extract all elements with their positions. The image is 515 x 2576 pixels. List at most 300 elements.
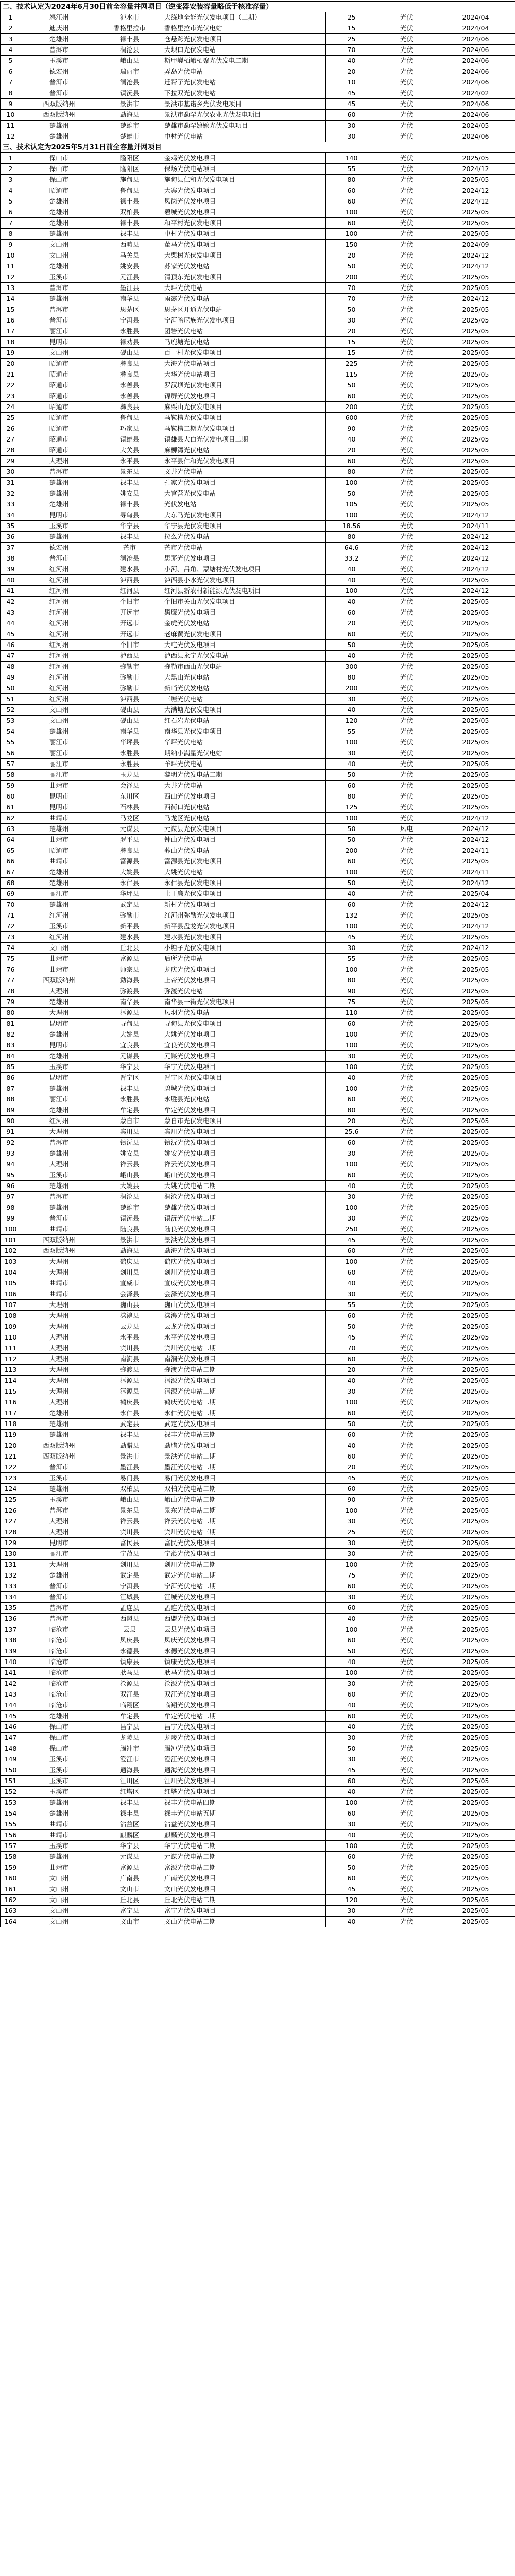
- city-cell: 大理州: [21, 1560, 97, 1570]
- project-name-cell: 大练地全能光伏发电项目（二期）: [162, 12, 326, 23]
- table-row: [1, 1743, 515, 1754]
- city-cell: 楚雄州: [21, 997, 97, 1008]
- city-cell: 楚雄州: [21, 261, 97, 272]
- table-row: [1, 1083, 515, 1094]
- date-cell: 2024/12: [436, 564, 515, 575]
- city-cell: 普洱市: [21, 45, 97, 56]
- capacity-cell: 18.56: [326, 521, 377, 532]
- city-cell: 保山市: [21, 153, 97, 164]
- table-row: [1, 34, 515, 45]
- row-number: 145: [1, 1711, 21, 1722]
- date-cell: 2025/05: [436, 1202, 515, 1213]
- date-cell: 2025/05: [436, 1213, 515, 1224]
- project-name-cell: 雨露光伏发电站: [162, 294, 326, 304]
- city-cell: 保山市: [21, 1733, 97, 1743]
- city-cell: 大理州: [21, 1257, 97, 1267]
- city-cell: 红河州: [21, 640, 97, 651]
- city-cell: 大理州: [21, 1311, 97, 1321]
- type-cell: 光伏: [377, 110, 436, 121]
- type-cell: 光伏: [377, 1116, 436, 1127]
- city-cell: 临沧市: [21, 1700, 97, 1711]
- project-name-cell: 会泽光伏发电项目: [162, 1289, 326, 1300]
- county-cell: 洱源县: [97, 1008, 162, 1019]
- capacity-cell: 30: [326, 1516, 377, 1527]
- county-cell: 勐海县: [97, 1246, 162, 1257]
- date-cell: 2025/05: [436, 1181, 515, 1192]
- table-row: [1, 1808, 515, 1819]
- table-row: [1, 770, 515, 781]
- project-name-cell: 西盟光伏发电项目: [162, 1614, 326, 1624]
- date-cell: 2025/05: [436, 1094, 515, 1105]
- capacity-cell: 300: [326, 662, 377, 672]
- capacity-cell: 60: [326, 1408, 377, 1419]
- city-cell: 怒江州: [21, 12, 97, 23]
- table-row: [1, 1549, 515, 1560]
- date-cell: 2025/05: [436, 1570, 515, 1581]
- table-row: [1, 1700, 515, 1711]
- project-name-cell: 寻甸县光伏发电项目: [162, 1019, 326, 1029]
- city-cell: 普洱市: [21, 283, 97, 294]
- city-cell: 楚雄州: [21, 218, 97, 229]
- type-cell: 光伏: [377, 1679, 436, 1689]
- table-row: [1, 1300, 515, 1311]
- county-cell: 禄丰县: [97, 1430, 162, 1440]
- project-name-cell: 祥云光伏电站二期: [162, 1516, 326, 1527]
- row-number: 22: [1, 380, 21, 391]
- city-cell: 玉溪市: [21, 1062, 97, 1073]
- table-row: [1, 878, 515, 889]
- row-number: 147: [1, 1733, 21, 1743]
- project-name-cell: 永仁光伏电站二期: [162, 1408, 326, 1419]
- city-cell: 玉溪市: [21, 1765, 97, 1776]
- county-cell: 景东县: [97, 1505, 162, 1516]
- section-title: 三、技术认定为2025年5月31日前全容量并网项目: [1, 142, 515, 153]
- date-cell: 2025/05: [436, 1040, 515, 1051]
- county-cell: 南涧县: [97, 1354, 162, 1365]
- table-row: [1, 77, 515, 88]
- row-number: 113: [1, 1365, 21, 1376]
- county-cell: 富源县: [97, 1862, 162, 1873]
- date-cell: 2025/05: [436, 1733, 515, 1743]
- project-name-cell: 麻栗山光伏发电项目: [162, 402, 326, 413]
- city-cell: 楚雄州: [21, 1029, 97, 1040]
- project-name-cell: 钟山光伏发电项目: [162, 835, 326, 845]
- capacity-cell: 60: [326, 1689, 377, 1700]
- county-cell: 永胜县: [97, 759, 162, 770]
- date-cell: 2025/05: [436, 1505, 515, 1516]
- table-row: [1, 532, 515, 543]
- city-cell: 文山州: [21, 250, 97, 261]
- date-cell: 2024/12: [436, 835, 515, 845]
- row-number: 81: [1, 1019, 21, 1029]
- project-name-cell: 保场光伏电站项目: [162, 164, 326, 175]
- project-name-cell: 弥渡光伏电站二期: [162, 1365, 326, 1376]
- capacity-cell: 100: [326, 478, 377, 488]
- date-cell: 2024/06: [436, 56, 515, 66]
- row-number: 144: [1, 1700, 21, 1711]
- type-cell: 光伏: [377, 1917, 436, 1927]
- date-cell: 2024/05: [436, 121, 515, 131]
- county-cell: 砚山县: [97, 705, 162, 716]
- county-cell: 景洪市: [97, 1235, 162, 1246]
- city-cell: 红河州: [21, 629, 97, 640]
- date-cell: 2025/05: [436, 326, 515, 337]
- date-cell: 2025/05: [436, 932, 515, 943]
- table-row: [1, 1473, 515, 1484]
- city-cell: 普洱市: [21, 1213, 97, 1224]
- capacity-cell: 20: [326, 1116, 377, 1127]
- table-row: [1, 1192, 515, 1202]
- city-cell: 曲靖市: [21, 1278, 97, 1289]
- city-cell: 丽江市: [21, 759, 97, 770]
- project-name-cell: 南华县一街光伏发电项目: [162, 997, 326, 1008]
- row-number: 122: [1, 1462, 21, 1473]
- county-cell: 元谋县: [97, 1051, 162, 1062]
- city-cell: 红河州: [21, 597, 97, 607]
- row-number: 90: [1, 1116, 21, 1127]
- date-cell: 2025/05: [436, 705, 515, 716]
- project-name-cell: 禄丰光伏电站三期: [162, 1430, 326, 1440]
- capacity-cell: 60: [326, 218, 377, 229]
- capacity-cell: 40: [326, 597, 377, 607]
- type-cell: 光伏: [377, 1505, 436, 1516]
- row-number: 151: [1, 1776, 21, 1787]
- row-number: 30: [1, 467, 21, 478]
- project-name-cell: 景洪市勐罕光伏农业光伏发电项目: [162, 110, 326, 121]
- city-cell: 大理州: [21, 1343, 97, 1354]
- table-row: [1, 1321, 515, 1332]
- date-cell: 2025/05: [436, 618, 515, 629]
- row-number: 139: [1, 1646, 21, 1657]
- date-cell: 2024/12: [436, 813, 515, 824]
- type-cell: 光伏: [377, 1570, 436, 1581]
- project-name-cell: 剑川光伏发电项目: [162, 1267, 326, 1278]
- project-name-cell: 楚雄市勐罕嬷嬷光伏发电项目: [162, 121, 326, 131]
- row-number: 16: [1, 315, 21, 326]
- city-cell: 楚雄州: [21, 34, 97, 45]
- table-row: [1, 1170, 515, 1181]
- project-name-cell: 凤庆光伏发电项目: [162, 1635, 326, 1646]
- county-cell: 勐腊县: [97, 1440, 162, 1451]
- row-number: 48: [1, 662, 21, 672]
- project-name-cell: 景洪光伏电站二期: [162, 1451, 326, 1462]
- city-cell: 保山市: [21, 1722, 97, 1733]
- county-cell: 寻甸县: [97, 510, 162, 521]
- capacity-cell: 30: [326, 1386, 377, 1397]
- county-cell: 弥勒市: [97, 910, 162, 921]
- type-cell: 光伏: [377, 1841, 436, 1852]
- county-cell: 个旧市: [97, 597, 162, 607]
- row-number: 136: [1, 1614, 21, 1624]
- city-cell: 玉溪市: [21, 272, 97, 283]
- date-cell: 2025/05: [436, 315, 515, 326]
- capacity-cell: 115: [326, 369, 377, 380]
- city-cell: 普洱市: [21, 1581, 97, 1592]
- project-name-cell: 祥云光伏发电项目: [162, 1159, 326, 1170]
- city-cell: 楚雄州: [21, 878, 97, 889]
- city-cell: 玉溪市: [21, 1787, 97, 1798]
- city-cell: 德宏州: [21, 543, 97, 553]
- date-cell: 2025/05: [436, 304, 515, 315]
- county-cell: 腾冲市: [97, 1743, 162, 1754]
- date-cell: 2025/05: [436, 1289, 515, 1300]
- row-number: 46: [1, 640, 21, 651]
- city-cell: 大理州: [21, 1008, 97, 1019]
- project-name-cell: 芒市光伏电站: [162, 543, 326, 553]
- row-number: 62: [1, 813, 21, 824]
- type-cell: 光伏: [377, 1516, 436, 1527]
- row-number: 128: [1, 1527, 21, 1538]
- table-row: [1, 369, 515, 380]
- capacity-cell: 70: [326, 294, 377, 304]
- type-cell: 光伏: [377, 1246, 436, 1257]
- row-number: 140: [1, 1657, 21, 1668]
- row-number: 49: [1, 672, 21, 683]
- county-cell: 鹤庆县: [97, 1257, 162, 1267]
- city-cell: 楚雄州: [21, 824, 97, 835]
- city-cell: 红河州: [21, 672, 97, 683]
- type-cell: 光伏: [377, 1862, 436, 1873]
- row-number: 15: [1, 304, 21, 315]
- capacity-cell: 45: [326, 88, 377, 99]
- project-name-cell: 永胜县光伏电站: [162, 1094, 326, 1105]
- capacity-cell: 140: [326, 153, 377, 164]
- table-row: [1, 229, 515, 240]
- type-cell: 光伏: [377, 867, 436, 878]
- city-cell: 楚雄州: [21, 1051, 97, 1062]
- city-cell: 昭通市: [21, 845, 97, 856]
- project-name-cell: 南华县光伏发电项目: [162, 726, 326, 737]
- section-heading-row: [1, 2, 515, 12]
- table-row: [1, 1267, 515, 1278]
- row-number: 104: [1, 1267, 21, 1278]
- row-number: 112: [1, 1354, 21, 1365]
- county-cell: 马关县: [97, 250, 162, 261]
- county-cell: 禄丰县: [97, 34, 162, 45]
- county-cell: 鲁甸县: [97, 413, 162, 423]
- table-row: [1, 975, 515, 986]
- capacity-cell: 40: [326, 1722, 377, 1733]
- city-cell: 文山州: [21, 705, 97, 716]
- row-number: 4: [1, 185, 21, 196]
- date-cell: 2025/05: [436, 1332, 515, 1343]
- project-name-cell: 永平光伏发电项目: [162, 1332, 326, 1343]
- capacity-cell: 15: [326, 337, 377, 348]
- city-cell: 红河州: [21, 564, 97, 575]
- project-name-cell: 文山光伏电站二期: [162, 1917, 326, 1927]
- date-cell: 2025/05: [436, 348, 515, 359]
- project-name-cell: 华宁光伏发电项目: [162, 1062, 326, 1073]
- row-number: 114: [1, 1376, 21, 1386]
- row-number: 164: [1, 1917, 21, 1927]
- city-cell: 大理州: [21, 986, 97, 997]
- project-name-cell: 清顶东光伏发电项目: [162, 272, 326, 283]
- county-cell: 泸西县: [97, 575, 162, 586]
- capacity-cell: 30: [326, 1549, 377, 1560]
- table-row: [1, 943, 515, 954]
- county-cell: 隆阳区: [97, 164, 162, 175]
- city-cell: 普洱市: [21, 1614, 97, 1624]
- row-number: 106: [1, 1289, 21, 1300]
- type-cell: 光伏: [377, 478, 436, 488]
- type-cell: 光伏: [377, 1646, 436, 1657]
- project-name-cell: 富源县光伏发电项目: [162, 856, 326, 867]
- project-name-cell: 罗汉坝光伏发电项目: [162, 380, 326, 391]
- city-cell: 楚雄州: [21, 1484, 97, 1495]
- date-cell: 2025/05: [436, 1776, 515, 1787]
- county-cell: 宾川县: [97, 1127, 162, 1138]
- project-name-cell: 牟定光伏电站二期: [162, 1711, 326, 1722]
- row-number: 124: [1, 1484, 21, 1495]
- date-cell: 2025/05: [436, 1062, 515, 1073]
- date-cell: 2025/05: [436, 1440, 515, 1451]
- county-cell: 宣威市: [97, 1278, 162, 1289]
- capacity-cell: 100: [326, 207, 377, 218]
- table-row: [1, 131, 515, 142]
- type-cell: 光伏: [377, 1073, 436, 1083]
- table-row: [1, 651, 515, 662]
- capacity-cell: 75: [326, 997, 377, 1008]
- city-cell: 临沧市: [21, 1689, 97, 1700]
- project-name-cell: 文井光伏电站: [162, 467, 326, 478]
- date-cell: 2025/05: [436, 672, 515, 683]
- row-number: 34: [1, 510, 21, 521]
- project-name-cell: 新村光伏发电项目: [162, 900, 326, 910]
- table-row: [1, 1105, 515, 1116]
- capacity-cell: 60: [326, 391, 377, 402]
- row-number: 7: [1, 218, 21, 229]
- type-cell: 光伏: [377, 88, 436, 99]
- county-cell: 南华县: [97, 294, 162, 304]
- county-cell: 临翔区: [97, 1700, 162, 1711]
- type-cell: 光伏: [377, 964, 436, 975]
- city-cell: 楚雄州: [21, 499, 97, 510]
- capacity-cell: 50: [326, 1646, 377, 1657]
- date-cell: 2025/05: [436, 1343, 515, 1354]
- type-cell: 光伏: [377, 1170, 436, 1181]
- city-cell: 丽江市: [21, 1549, 97, 1560]
- type-cell: 光伏: [377, 1689, 436, 1700]
- project-name-cell: 西街口光伏电站: [162, 802, 326, 813]
- project-name-cell: 中材光伏电站: [162, 131, 326, 142]
- type-cell: 光伏: [377, 597, 436, 607]
- type-cell: 光伏: [377, 770, 436, 781]
- table-row: [1, 1127, 515, 1138]
- row-number: 73: [1, 932, 21, 943]
- county-cell: 澜沧县: [97, 45, 162, 56]
- type-cell: 光伏: [377, 434, 436, 445]
- city-cell: 昭通市: [21, 380, 97, 391]
- county-cell: 元江县: [97, 272, 162, 283]
- county-cell: 泸水市: [97, 12, 162, 23]
- capacity-cell: 250: [326, 1224, 377, 1235]
- capacity-cell: 80: [326, 791, 377, 802]
- capacity-cell: 60: [326, 1170, 377, 1181]
- capacity-cell: 60: [326, 110, 377, 121]
- county-cell: 寻甸县: [97, 1019, 162, 1029]
- project-name-cell: 双江光伏发电项目: [162, 1689, 326, 1700]
- city-cell: 普洱市: [21, 1592, 97, 1603]
- table-row: [1, 856, 515, 867]
- county-cell: 镇沅县: [97, 88, 162, 99]
- county-cell: 宁蒗县: [97, 1549, 162, 1560]
- county-cell: 镇康县: [97, 1657, 162, 1668]
- county-cell: 彝良县: [97, 845, 162, 856]
- county-cell: 大姚县: [97, 867, 162, 878]
- county-cell: 凤庆县: [97, 1635, 162, 1646]
- row-number: 3: [1, 175, 21, 185]
- city-cell: 昆明市: [21, 1538, 97, 1549]
- county-cell: 文山市: [97, 1884, 162, 1895]
- capacity-cell: 50: [326, 261, 377, 272]
- capacity-cell: 55: [326, 726, 377, 737]
- table-row: [1, 196, 515, 207]
- row-number: 91: [1, 1127, 21, 1138]
- row-number: 28: [1, 445, 21, 456]
- project-name-cell: 文山光伏发电项目: [162, 1884, 326, 1895]
- city-cell: 大理州: [21, 1354, 97, 1365]
- row-number: 143: [1, 1689, 21, 1700]
- city-cell: 西双版纳州: [21, 1451, 97, 1462]
- date-cell: 2025/05: [436, 575, 515, 586]
- county-cell: 会泽县: [97, 1289, 162, 1300]
- row-number: 4: [1, 45, 21, 56]
- city-cell: 昆明市: [21, 510, 97, 521]
- project-name-cell: 云龙光伏发电项目: [162, 1321, 326, 1332]
- row-number: 50: [1, 683, 21, 694]
- type-cell: 光伏: [377, 629, 436, 640]
- city-cell: 文山州: [21, 240, 97, 250]
- row-number: 123: [1, 1473, 21, 1484]
- project-name-cell: 新哨光伏发电站: [162, 683, 326, 694]
- date-cell: 2025/05: [436, 651, 515, 662]
- table-row: [1, 889, 515, 900]
- table-row: [1, 1560, 515, 1570]
- county-cell: 元谋县: [97, 1852, 162, 1862]
- county-cell: 巍山县: [97, 1300, 162, 1311]
- project-name-cell: 蒙自市光伏发电项目: [162, 1116, 326, 1127]
- county-cell: 罗平县: [97, 835, 162, 845]
- capacity-cell: 50: [326, 304, 377, 315]
- city-cell: 楚雄州: [21, 900, 97, 910]
- county-cell: 武定县: [97, 1419, 162, 1430]
- project-name-cell: 沾益光伏发电项目: [162, 1819, 326, 1830]
- county-cell: 宾川县: [97, 1343, 162, 1354]
- project-name-cell: 晋宁区光伏发电项目: [162, 1073, 326, 1083]
- table-row: [1, 304, 515, 315]
- capacity-cell: 200: [326, 683, 377, 694]
- capacity-cell: 45: [326, 99, 377, 110]
- capacity-cell: 20: [326, 1365, 377, 1376]
- date-cell: 2025/05: [436, 1873, 515, 1884]
- type-cell: 光伏: [377, 1624, 436, 1635]
- table-row: [1, 467, 515, 478]
- city-cell: 楚雄州: [21, 1083, 97, 1094]
- table-row: [1, 586, 515, 597]
- row-number: 94: [1, 1159, 21, 1170]
- row-number: 103: [1, 1257, 21, 1267]
- date-cell: 2024/06: [436, 99, 515, 110]
- county-cell: 砚山县: [97, 716, 162, 726]
- county-cell: 彝良县: [97, 402, 162, 413]
- date-cell: 2025/05: [436, 445, 515, 456]
- date-cell: 2025/05: [436, 1711, 515, 1722]
- date-cell: 2025/05: [436, 456, 515, 467]
- date-cell: 2025/05: [436, 781, 515, 791]
- table-row: [1, 1603, 515, 1614]
- project-table: [0, 1, 515, 1927]
- row-number: 84: [1, 1051, 21, 1062]
